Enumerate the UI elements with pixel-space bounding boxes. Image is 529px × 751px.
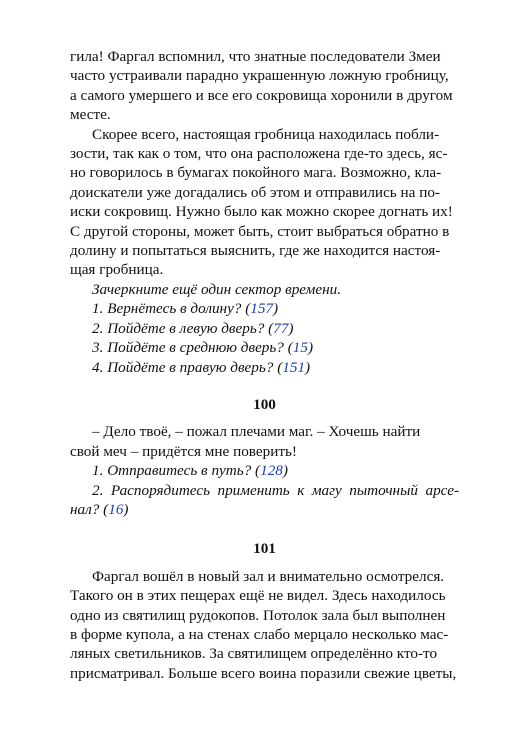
choice-link[interactable]: 15	[292, 339, 308, 357]
instruction: Зачеркните ещё один сектор времени.	[92, 280, 342, 298]
choice-text: 1. Отправитесь в путь?	[92, 462, 252, 480]
choice-3[interactable]: 3. Пойдёте в среднюю дверь? (15)	[92, 339, 314, 357]
text-line: – Дело твоё, – пожал плечами маг. – Хочешь найти	[92, 423, 421, 441]
choice-1[interactable]: 1. Вернётесь в долину? (157)	[92, 300, 279, 318]
text-line: месте.	[70, 106, 111, 124]
text-line: одно из святилищ рудокопов. Потолок зала был выполнен	[70, 606, 446, 624]
choice-2-cont[interactable]: нал? (16)	[70, 500, 129, 518]
choice-text: 2. Пойдёте в левую дверь?	[92, 319, 265, 337]
choice-text: 4. Пойдёте в правую дверь?	[92, 358, 274, 376]
choice-2[interactable]	[70, 481, 459, 500]
section-number: 100	[253, 395, 276, 413]
text-line: Такого он в этих пещерах ещё не видел. Здесь находилось	[70, 587, 446, 605]
choice-text: 3. Пойдёте в среднюю дверь?	[92, 339, 284, 357]
section-99-text	[70, 47, 459, 377]
text-line: доискатели уже догадались об этом и отправились на по-	[70, 183, 440, 201]
text-line: а самого умершего и все его сокровища хоронили в другом	[70, 86, 453, 104]
text-line: долину и попытаться выяснить, где же находится настоя-	[70, 242, 441, 260]
choice-2[interactable]: 2. Пойдёте в левую дверь? (77)	[92, 319, 294, 337]
choice-4[interactable]: 4. Пойдёте в правую дверь? (151)	[92, 358, 311, 376]
text-line: но говорилось в бумагах покойного мага. Возможно, кла-	[70, 164, 442, 182]
text-line: свой меч – придётся мне поверить!	[70, 442, 297, 460]
section-100	[70, 395, 459, 519]
section-101	[70, 539, 459, 683]
text-line: иски сокровищ. Нужно было как можно скорее догнать их!	[70, 203, 453, 221]
section-number: 101	[253, 540, 276, 558]
choice-1[interactable]: 1. Отправитесь в путь? (128)	[92, 462, 288, 480]
choice-link[interactable]: 151	[282, 358, 306, 376]
text-line: присматривал. Больше всего воина поразили свежие цветы,	[70, 664, 457, 682]
text-line: зости, так как о том, что она расположена где-то здесь, яс-	[70, 145, 448, 163]
text-line: в форме купола, а на стенах слабо мерцало несколько мас-	[70, 625, 449, 643]
choice-link[interactable]: 77	[273, 319, 289, 337]
text-line: щая гробница.	[70, 261, 164, 279]
text-line: часто устраивали парадно украшенную ложную гробницу,	[70, 67, 449, 85]
text-line: Фаргал вошёл в новый зал и внимательно осмотрелся.	[92, 567, 445, 585]
choice-text: нал?	[70, 500, 100, 518]
choice-text: 1. Вернётесь в долину?	[92, 300, 242, 318]
choice-link[interactable]: 128	[260, 462, 283, 480]
text-line: Скорее всего, настоящая гробница находилась побли-	[92, 125, 440, 143]
choice-link[interactable]: 16	[108, 500, 124, 518]
text-line: С другой стороны, может быть, стоит выбраться обратно в	[70, 222, 450, 240]
choice-link[interactable]: 157	[250, 300, 274, 318]
text-line: гила! Фаргал вспомнил, что знатные последователи Змеи	[70, 48, 441, 65]
book-page	[70, 47, 459, 683]
choice-text: 2. Распорядитесь применить к магу пыточный арсе-	[92, 481, 459, 499]
text-line: ляных светильников. За святилищем определённо кто-то	[70, 645, 438, 663]
